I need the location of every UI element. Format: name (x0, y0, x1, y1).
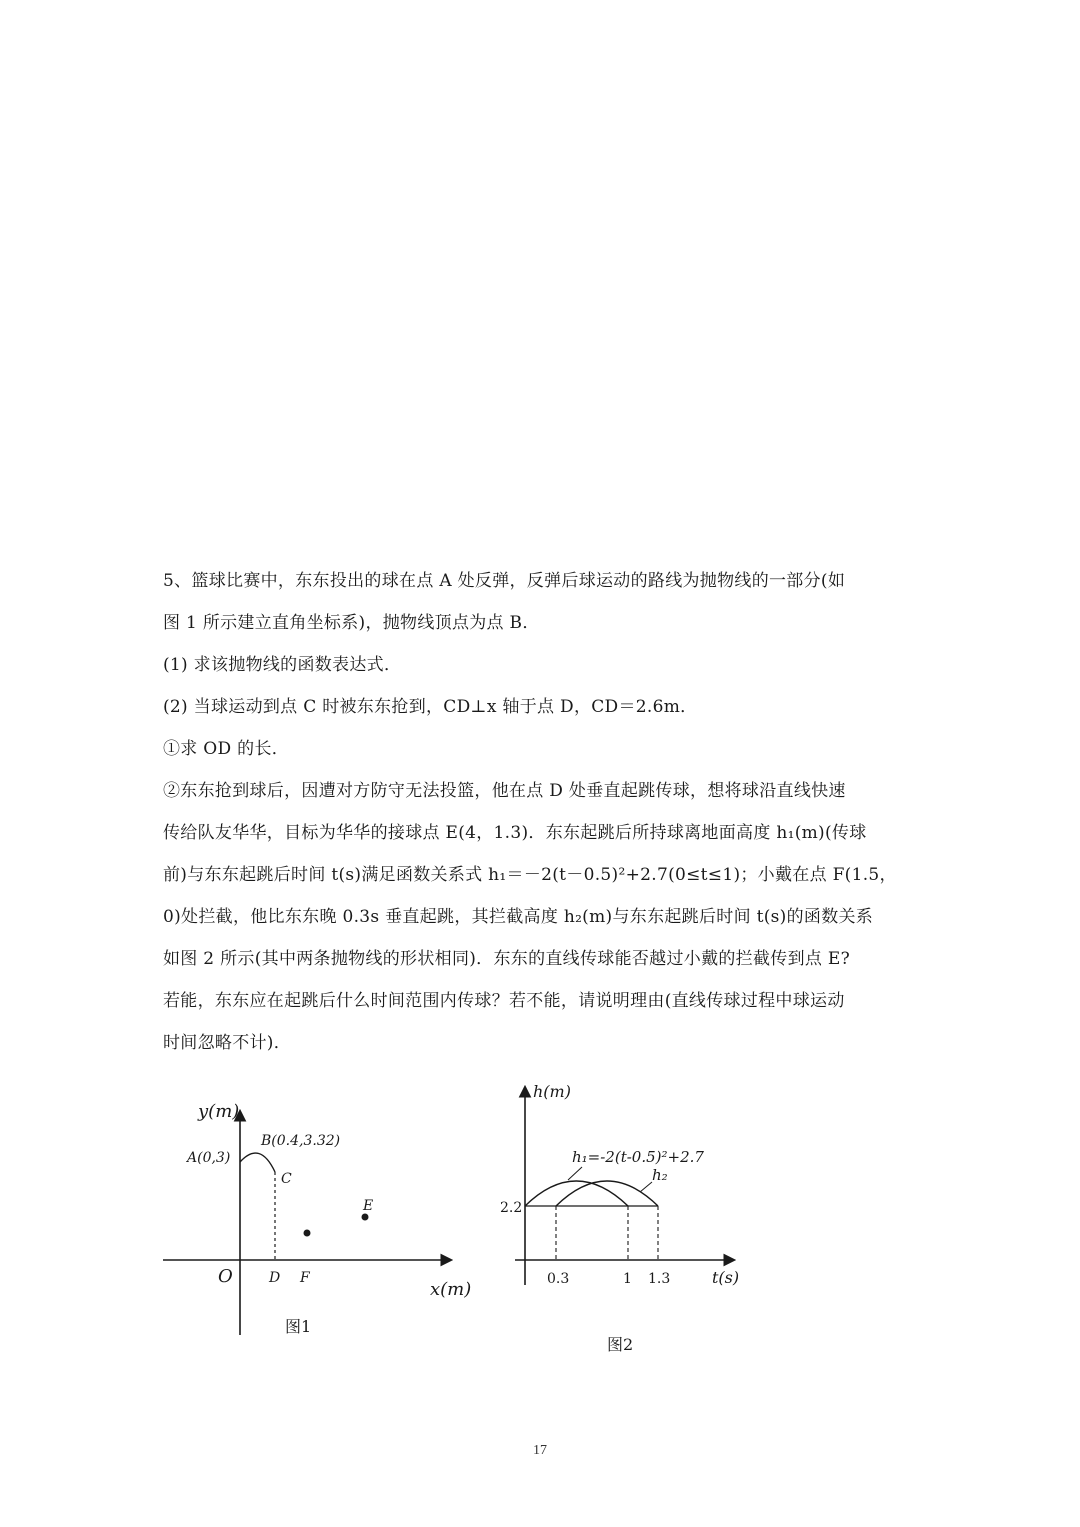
t-tick-0.3: 0.3 (547, 1271, 570, 1287)
figure-2-caption: 图2 (607, 1335, 634, 1354)
problem-line: (1) 求该抛物线的函数表达式． (163, 655, 402, 675)
y-axis-label: y(m) (198, 1101, 240, 1122)
problem-line: 时间忽略不计)． (163, 1033, 292, 1053)
parabola-curve (240, 1153, 275, 1172)
point-e-dot (362, 1214, 369, 1221)
point-d-label: D (269, 1270, 281, 1286)
page-number: 17 (533, 1443, 547, 1458)
point-b-label: B(0.4,3.32) (261, 1133, 341, 1149)
problem-line: ①求 OD 的长． (163, 739, 290, 759)
h1-curve (525, 1181, 628, 1206)
t-tick-1.3: 1.3 (648, 1271, 671, 1287)
point-e-label: E (363, 1198, 374, 1214)
problem-line: (2) 当球运动到点 C 时被东东抢到，CD⊥x 轴于点 D，CD＝2.6m． (163, 697, 698, 717)
problem-line: 若能，东东应在起跳后什么时间范围内传球？若不能，请说明理由(直线传球过程中球运动 (163, 991, 845, 1011)
figure-2-drawing (500, 1082, 739, 1354)
h2-curve (556, 1181, 658, 1206)
point-f-dot (304, 1230, 311, 1237)
problem-line: 0)处拦截，他比东东晚 0.3s 垂直起跳，其拦截高度 h₂(m)与东东起跳后时间 t(s)的函数关系 (163, 907, 874, 927)
h2-label: h₂ (652, 1166, 668, 1184)
h1-label: h₁=-2(t-0.5)²+2.7 (572, 1148, 704, 1166)
problem-line: ②东东抢到球后，因遭对方防守无法投篮，他在点 D 处垂直起跳传球，想将球沿直线快速 (163, 781, 846, 801)
h2-leader (640, 1182, 652, 1192)
problem-line: 图 1 所示建立直角坐标系)，抛物线顶点为点 B． (163, 613, 540, 633)
problem-line: 5、篮球比赛中，东东投出的球在点 A 处反弹，反弹后球运动的路线为抛物线的一部分(如 (163, 571, 846, 591)
h1-leader (568, 1167, 582, 1180)
origin-label: O (218, 1266, 233, 1287)
point-a-label: A(0,3) (187, 1150, 231, 1166)
problem-line: 前)与东东起跳后时间 t(s)满足函数关系式 h₁＝－2(t－0.5)²+2.7(0≤t≤1)；小戴在点 F(1.5， (163, 865, 897, 885)
t-tick-1: 1 (623, 1271, 632, 1287)
figure-1-drawing (163, 1101, 471, 1336)
h-tick-2.2: 2.2 (500, 1200, 523, 1216)
problem-line: 如图 2 所示(其中两条抛物线的形状相同)．东东的直线传球能否越过小戴的拦截传到点 E? (163, 949, 851, 969)
point-c-label: C (281, 1171, 292, 1187)
problem-line: 传给队友华华，目标为华华的接球点 E(4，1.3)．东东起跳后所持球离地面高度 h₁(m)(传球 (163, 823, 867, 843)
x-axis-label: x(m) (430, 1279, 472, 1300)
figure-1-caption: 图1 (285, 1317, 312, 1336)
h-axis-label: h(m) (533, 1082, 571, 1101)
t-axis-label: t(s) (712, 1268, 740, 1287)
point-f-label: F (300, 1270, 310, 1286)
